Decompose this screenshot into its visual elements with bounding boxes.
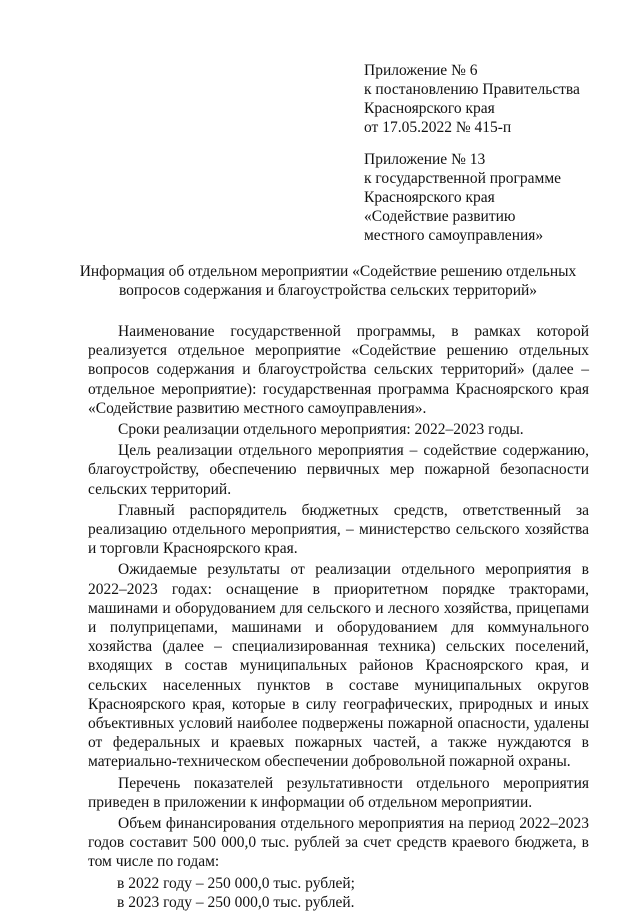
appendix-line: к постановлению Правительства (364, 81, 580, 98)
appendix-line: Приложение № 6 (364, 62, 478, 79)
appendix-line: к государственной программе (364, 170, 562, 187)
paragraph-goal: Цель реализации отдельного мероприятия – содействие содержанию, благоустройству, обеспечению первичных мер пожарной безопасности сельских территорий. (88, 442, 589, 498)
appendix-line: Красноярского края (364, 189, 495, 206)
paragraph-funding: Объем финансирования отдельного мероприятия на период 2022–2023 годов составит 500 000,0 тыс. рублей за счет средств краевого бюджета, в том числе по годам: (88, 815, 589, 871)
paragraph-program-name: Наименование государственной программы, в рамках которой реализуется отдельное мероприятие «Содействие решению отдельных вопросов содержания и благоустройства сельских территорий» (далее – отдельное мероприятие): государственная программа Красноярского края «Содействие развитию местного самоуправления». (88, 323, 589, 417)
document-title: Информация об отдельном мероприятии «Содействие решению отдельных вопросов содержания и благоустройства сельских территорий» (79, 263, 577, 299)
paragraph-timeline: Сроки реализации отдельного мероприятия: 2022–2023 годы. (118, 421, 524, 439)
document-body (88, 322, 589, 912)
appendix-line: Приложение № 13 (364, 151, 486, 168)
paragraph-expected-results: Ожидаемые результаты от реализации отдельного мероприятия в 2022–2023 годах: оснащение в приоритетном порядке тракторами, машинами и оборудованием для сельского и лесного хозяйства, прицепами и полуприцепами, машинами и оборудованием для коммунального хозяйства (далее – специализированная техника) сельских поселений, входящих в состав муниципальных районов Красноярского края, и сельских населенных пунктов в составе муниципальных округов Красноярского края, которые в силу географических, природных и иных объективных условий наиболее подвержены пожарной опасности, удалены от федеральных и краевых пожарных частей, а также нуждаются в материально-техническом обеспечении добровольной пожарной охраны. (88, 561, 589, 771)
appendix-line: от 17.05.2022 № 415-п (364, 119, 512, 136)
funding-year-2023: в 2023 году – 250 000,0 тыс. рублей. (117, 893, 355, 911)
appendix-line: Красноярского края (364, 100, 495, 117)
paragraph-administrator: Главный распорядитель бюджетных средств, ответственный за реализацию отдельного мероприятия, – министерство сельского хозяйства и торговли Красноярского края. (88, 501, 589, 558)
funding-year-2022: в 2022 году – 250 000,0 тыс. рублей; (117, 874, 355, 892)
appendix-line: местного самоуправления» (364, 227, 544, 244)
appendix-header-6 (364, 61, 580, 137)
appendix-header-13 (364, 150, 561, 245)
paragraph-indicators: Перечень показателей результативности отдельного мероприятия приведен в приложении к информации об отдельном мероприятии. (88, 774, 589, 811)
appendix-line: «Содействие развитию (364, 208, 516, 225)
